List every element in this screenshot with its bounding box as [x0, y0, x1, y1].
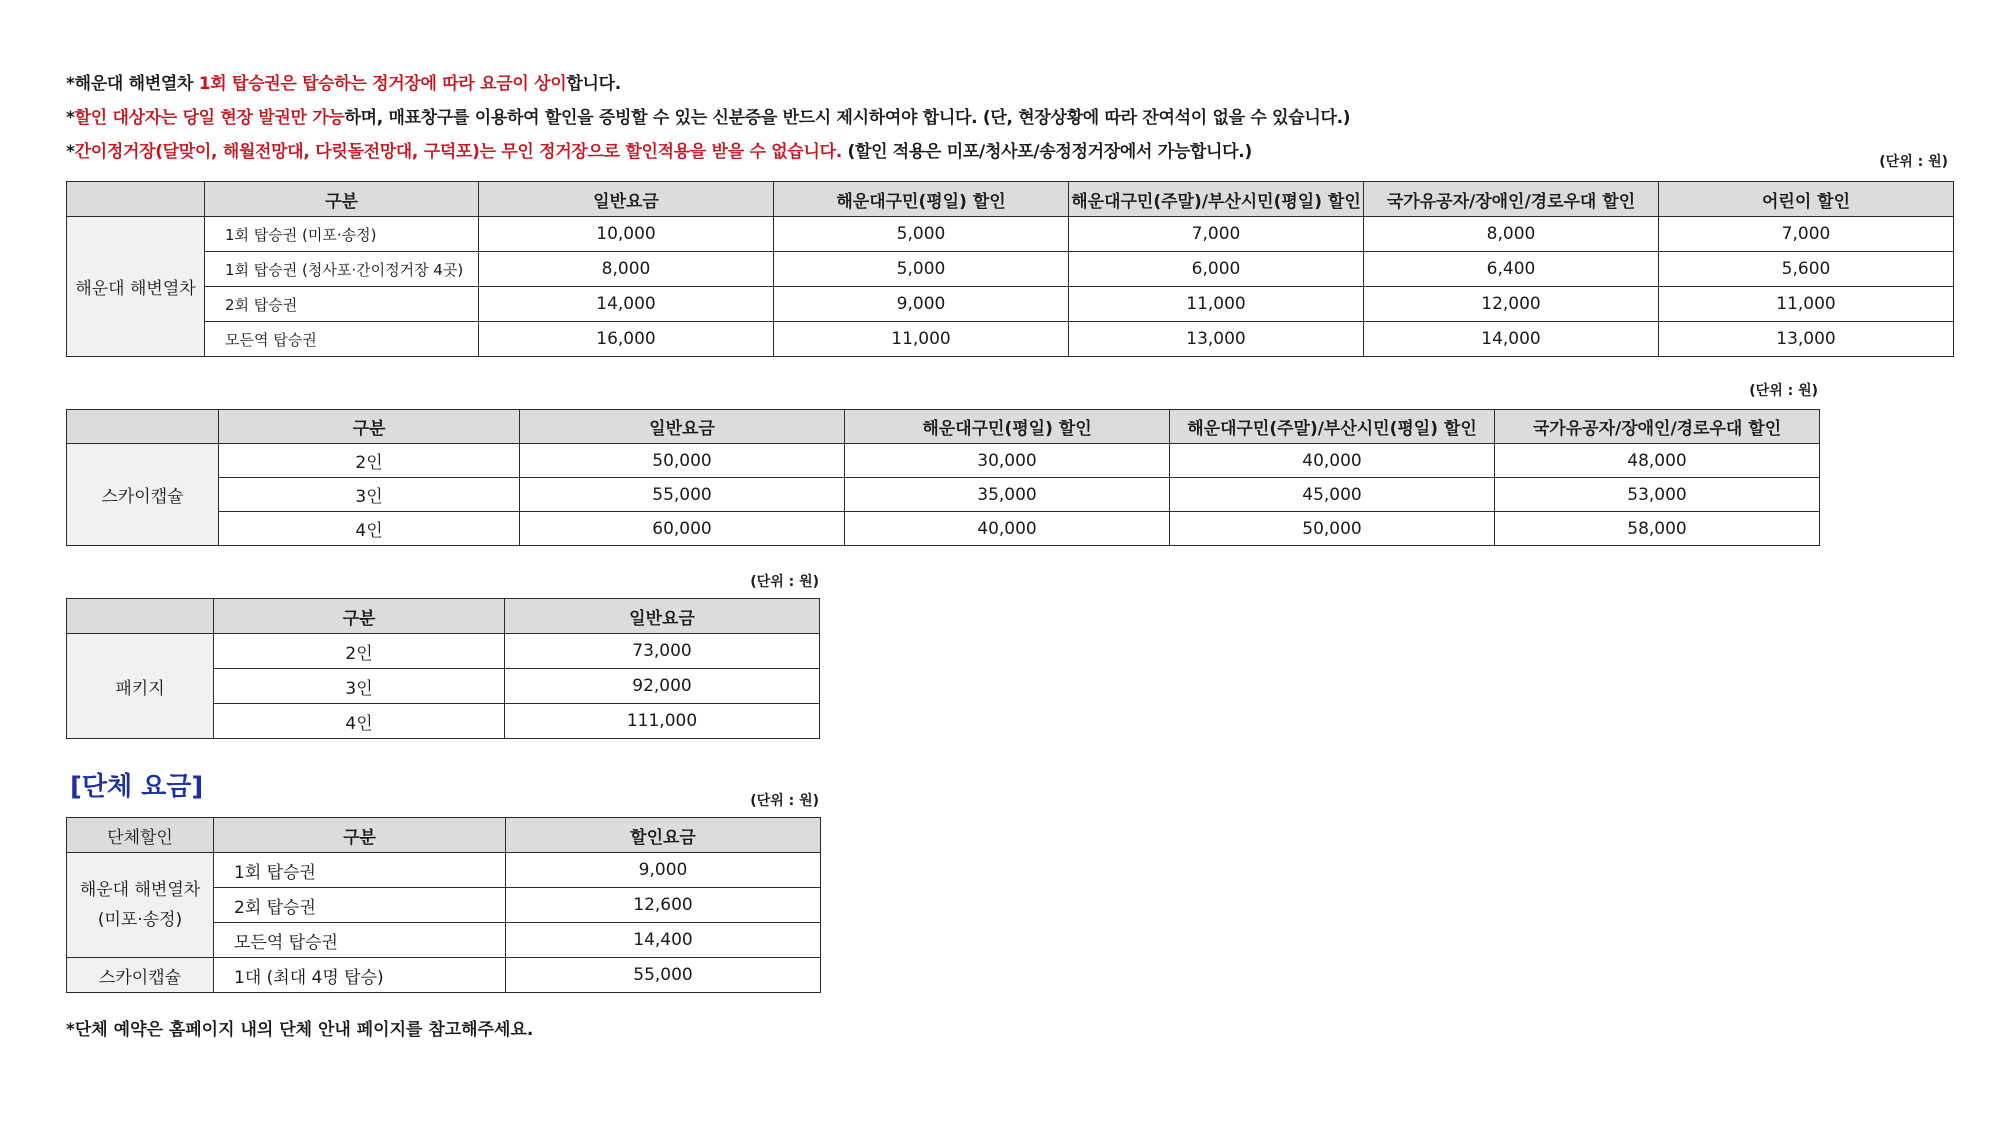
price-cell: 40,000 — [1170, 444, 1495, 478]
price-cell: 14,000 — [479, 287, 774, 322]
category-cell — [67, 853, 214, 958]
category-line: (미포·송정) — [97, 910, 183, 930]
header-cell: 일반요금 — [479, 182, 774, 217]
price-cell: 7,000 — [1069, 217, 1364, 252]
package-fare-table — [66, 598, 820, 739]
table-row — [67, 322, 1954, 357]
table-header-row — [67, 182, 1954, 217]
price-cell: 7,000 — [1659, 217, 1954, 252]
header-cell: 구분 — [219, 410, 520, 444]
price-cell: 92,000 — [505, 669, 820, 704]
table-header-row — [67, 410, 1820, 444]
table-row — [67, 217, 1954, 252]
people-count-cell: 4인 — [214, 704, 505, 739]
price-cell: 5,000 — [774, 252, 1069, 287]
header-cell: 구분 — [205, 182, 479, 217]
header-cell: 해운대구민(주말)/부산시민(평일) 할인 — [1069, 182, 1364, 217]
header-empty-cell — [67, 182, 205, 217]
category-line: 해운대 해변열차 — [79, 880, 201, 900]
price-cell: 45,000 — [1170, 478, 1495, 512]
price-cell: 12,000 — [1364, 287, 1659, 322]
people-count-cell: 3인 — [214, 669, 505, 704]
people-count-cell: 4인 — [219, 512, 520, 546]
capsule-fare-table — [66, 409, 1820, 546]
price-cell: 55,000 — [506, 958, 821, 993]
price-cell: 14,400 — [506, 923, 821, 958]
table-row — [67, 512, 1820, 546]
header-cell: 국가유공자/장애인/경로우대 할인 — [1495, 410, 1820, 444]
header-empty-cell — [67, 599, 214, 634]
price-cell: 11,000 — [1659, 287, 1954, 322]
header-cell: 국가유공자/장애인/경로우대 할인 — [1364, 182, 1659, 217]
price-cell: 60,000 — [520, 512, 845, 546]
unit-label-train: (단위 : 원) — [1879, 154, 1948, 170]
price-cell: 5,000 — [774, 217, 1069, 252]
price-cell: 13,000 — [1659, 322, 1954, 357]
note-ticket-price-varies: *해운대 해변열차 1회 탑승권은 탑승하는 정거장에 따라 요금이 상이합니다. — [66, 74, 621, 94]
ticket-type-cell: 모든역 탑승권 — [205, 322, 479, 357]
header-cell: 구분 — [214, 818, 506, 853]
unit-label-package: (단위 : 원) — [750, 574, 819, 590]
price-cell: 50,000 — [520, 444, 845, 478]
price-cell: 10,000 — [479, 217, 774, 252]
ticket-type-cell: 2회 탑승권 — [214, 888, 506, 923]
price-cell: 53,000 — [1495, 478, 1820, 512]
price-cell: 9,000 — [774, 287, 1069, 322]
ticket-type-cell: 1회 탑승권 (미포·송정) — [205, 217, 479, 252]
unit-label-capsule: (단위 : 원) — [1749, 383, 1818, 399]
price-cell: 73,000 — [505, 634, 820, 669]
category-cell: 스카이캡슐 — [67, 958, 214, 993]
table-header-row — [67, 818, 821, 853]
category-cell: 패키지 — [67, 634, 214, 739]
table-row — [67, 634, 820, 669]
train-fare-table — [66, 181, 1954, 357]
table-row — [67, 958, 821, 993]
header-cell: 일반요금 — [520, 410, 845, 444]
header-cell: 어린이 할인 — [1659, 182, 1954, 217]
ticket-type-cell: 1대 (최대 4명 탑승) — [214, 958, 506, 993]
group-fare-title: [단체 요금] — [70, 772, 204, 802]
unit-label-group: (단위 : 원) — [750, 793, 819, 809]
table-header-row — [67, 599, 820, 634]
ticket-type-cell: 모든역 탑승권 — [214, 923, 506, 958]
header-cell: 일반요금 — [505, 599, 820, 634]
price-cell: 48,000 — [1495, 444, 1820, 478]
price-cell: 6,400 — [1364, 252, 1659, 287]
category-cell: 해운대 해변열차 — [67, 217, 205, 357]
people-count-cell: 3인 — [219, 478, 520, 512]
table-row — [67, 287, 1954, 322]
group-fare-table — [66, 817, 821, 993]
price-cell: 55,000 — [520, 478, 845, 512]
price-cell: 50,000 — [1170, 512, 1495, 546]
header-cell: 단체할인 — [67, 818, 214, 853]
price-cell: 9,000 — [506, 853, 821, 888]
price-cell: 11,000 — [1069, 287, 1364, 322]
price-cell: 6,000 — [1069, 252, 1364, 287]
table-row — [67, 478, 1820, 512]
price-cell: 5,600 — [1659, 252, 1954, 287]
price-cell: 40,000 — [845, 512, 1170, 546]
note-discount-onsite-only: *할인 대상자는 당일 현장 발권만 가능하며, 매표창구를 이용하여 할인을 증빙할 수 있는 신분증을 반드시 제시하여야 합니다. (단, 현장상황에 따라 잔여석이 없을 수 있습니다.) — [66, 108, 1351, 128]
price-cell: 30,000 — [845, 444, 1170, 478]
header-cell: 구분 — [214, 599, 505, 634]
price-cell: 16,000 — [479, 322, 774, 357]
category-cell: 스카이캡슐 — [67, 444, 219, 546]
group-reservation-footnote: *단체 예약은 홈페이지 내의 단체 안내 페이지를 참고해주세요. — [66, 1020, 534, 1040]
ticket-type-cell: 1회 탑승권 — [214, 853, 506, 888]
header-cell: 해운대구민(주말)/부산시민(평일) 할인 — [1170, 410, 1495, 444]
price-cell: 13,000 — [1069, 322, 1364, 357]
price-cell: 8,000 — [1364, 217, 1659, 252]
price-cell: 11,000 — [774, 322, 1069, 357]
header-cell: 해운대구민(평일) 할인 — [774, 182, 1069, 217]
header-cell: 할인요금 — [506, 818, 821, 853]
note-unmanned-stations: *간이정거장(달맞이, 해월전망대, 다릿돌전망대, 구덕포)는 무인 정거장으로 할인적용을 받을 수 없습니다. (할인 적용은 미포/청사포/송정정거장에서 가능합니다.) — [66, 142, 1252, 162]
price-cell: 14,000 — [1364, 322, 1659, 357]
table-row — [67, 853, 821, 888]
header-empty-cell — [67, 410, 219, 444]
price-cell: 35,000 — [845, 478, 1170, 512]
price-cell: 12,600 — [506, 888, 821, 923]
price-cell: 8,000 — [479, 252, 774, 287]
price-cell: 58,000 — [1495, 512, 1820, 546]
people-count-cell: 2인 — [214, 634, 505, 669]
price-cell: 111,000 — [505, 704, 820, 739]
header-cell: 해운대구민(평일) 할인 — [845, 410, 1170, 444]
ticket-type-cell: 1회 탑승권 (청사포·간이정거장 4곳) — [205, 252, 479, 287]
table-row — [67, 444, 1820, 478]
table-row — [67, 252, 1954, 287]
ticket-type-cell: 2회 탑승권 — [205, 287, 479, 322]
people-count-cell: 2인 — [219, 444, 520, 478]
